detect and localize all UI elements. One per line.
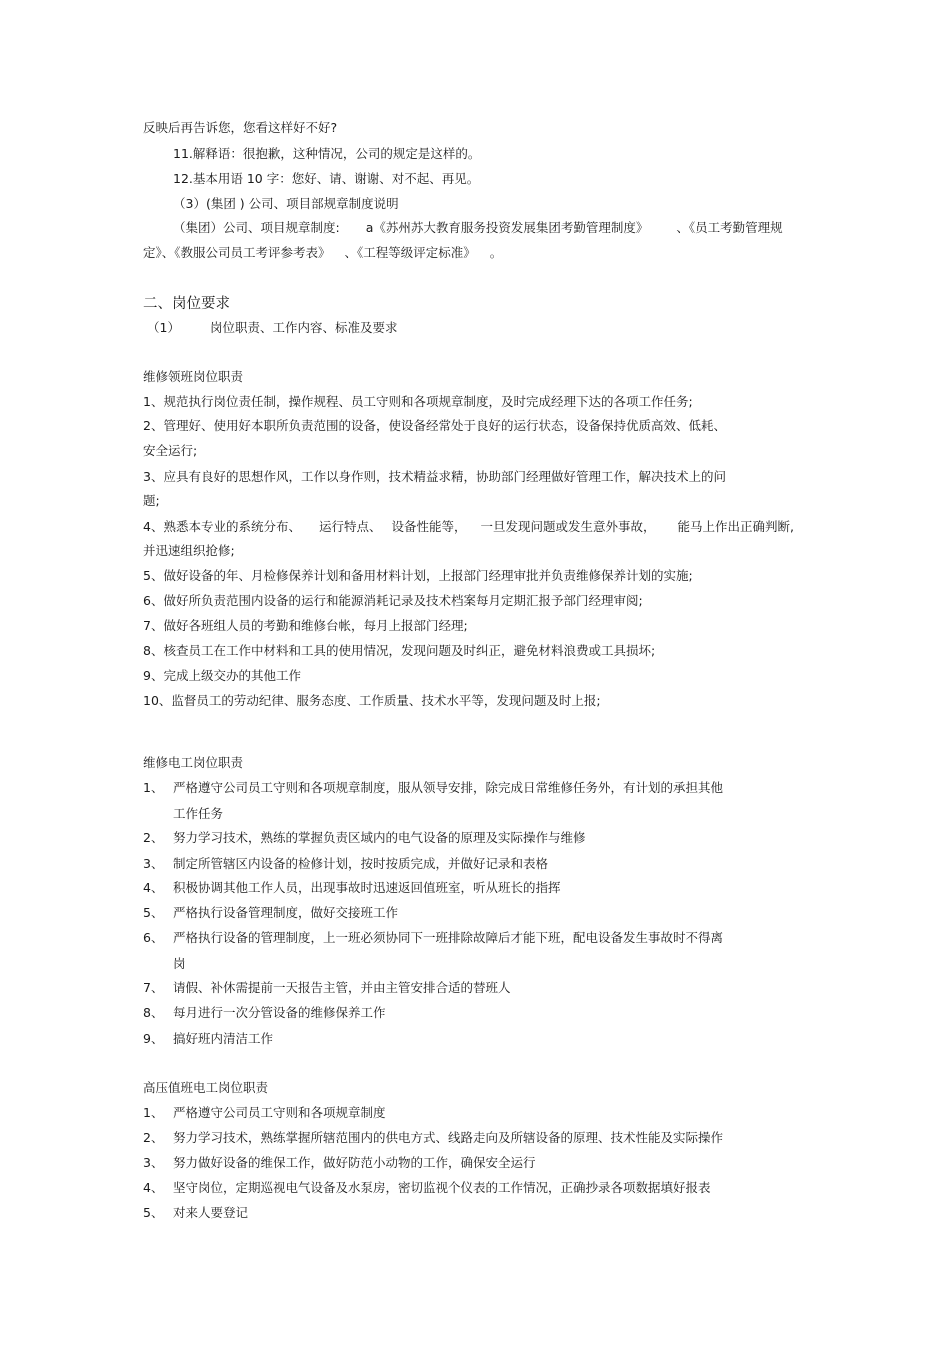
list-item xyxy=(143,905,398,921)
text-span: 、《员工考勤管理规 xyxy=(676,220,783,235)
item-text: 积极协调其他工作人员，出现事故时迅速返回值班室，听从班长的指挥 xyxy=(173,880,561,895)
list-item xyxy=(143,880,561,896)
item-number: 1、 xyxy=(143,780,164,795)
list-item xyxy=(143,780,723,796)
list-item-cont: 安全运行; xyxy=(143,443,198,458)
text-span: 运行特点、 xyxy=(318,519,382,534)
section-heading: 二、岗位要求 xyxy=(143,296,230,312)
list-item: 6、做好所负责范围内设备的运行和能源消耗记录及技术档案每月定期汇报予部门经理审阅; xyxy=(143,593,643,608)
item-text: 搞好班内清洁工作 xyxy=(173,1031,274,1046)
text-span: a《苏州苏大教育服务投资发展集团考勤管理制度》 xyxy=(365,220,649,235)
list-item xyxy=(143,980,511,996)
intro-line: 11.解释语：很抱歉，这种情况，公司的规定是这样的。 xyxy=(173,146,481,161)
list-item: 10、监督员工的劳动纪律、服务态度、工作质量、技术水平等，发现问题及时上报; xyxy=(143,693,601,708)
list-item-cont: 岗 xyxy=(173,956,186,971)
block-title: 高压值班电工岗位职责 xyxy=(143,1080,269,1095)
item-number: 7、 xyxy=(143,980,164,995)
list-item xyxy=(143,930,723,946)
item-number: 2、 xyxy=(143,1130,164,1145)
text-span: 定》、《教服公司员工考评参考表》 xyxy=(143,245,331,260)
list-item xyxy=(143,1205,248,1221)
list-item: 7、做好各班组人员的考勤和维修台帐，每月上报部门经理; xyxy=(143,618,468,633)
text-span: 岗位职责、工作内容、标准及要求 xyxy=(209,320,398,335)
text-span: 。 xyxy=(489,245,503,260)
list-item: 9、完成上级交办的其他工作 xyxy=(143,668,301,683)
text-span: 能马上作出正确判断, xyxy=(677,519,794,534)
item-number: 3、 xyxy=(143,1155,164,1170)
list-item-cont: 工作任务 xyxy=(173,806,224,821)
text-span: 、《工程等级评定标准》 xyxy=(344,245,476,260)
list-item: 1、规范执行岗位责任制，操作规程、员工守则和各项规章制度，及时完成经理下达的各项工作任务; xyxy=(143,394,693,409)
intro-line xyxy=(173,220,783,236)
list-item: 2、管理好、使用好本职所负责范围的设备，使设备经常处于良好的运行状态，设备保持优质高效、低耗、 xyxy=(143,418,726,433)
intro-line xyxy=(143,245,502,261)
list-item xyxy=(143,1031,273,1047)
list-item xyxy=(143,519,794,535)
subsection-heading xyxy=(143,320,397,336)
block-title: 维修电工岗位职责 xyxy=(143,755,244,770)
item-number: 3、 xyxy=(143,856,164,871)
item-text: 严格执行设备管理制度，做好交接班工作 xyxy=(173,905,399,920)
item-number: 1、 xyxy=(143,1105,164,1120)
list-item-cont: 题; xyxy=(143,493,160,508)
list-item xyxy=(143,1180,711,1196)
list-item: 5、做好设备的年、月检修保养计划和备用材料计划，上报部门经理审批并负责维修保养计划的实施; xyxy=(143,568,693,583)
item-number: 2、 xyxy=(143,830,164,845)
item-text: 对来人要登记 xyxy=(173,1205,249,1220)
list-item xyxy=(143,830,586,846)
text-span: （集团）公司、项目规章制度: xyxy=(173,220,340,235)
item-text: 严格遵守公司员工守则和各项规章制度，服从领导安排，除完成日常维修任务外，有计划的承担其他 xyxy=(173,780,724,795)
list-item xyxy=(143,1130,723,1146)
item-text: 请假、补休需提前一天报告主管，并由主管安排合适的替班人 xyxy=(173,980,511,995)
item-number: 4、 xyxy=(143,1180,164,1195)
item-text: 严格遵守公司员工守则和各项规章制度 xyxy=(173,1105,386,1120)
list-item xyxy=(143,856,548,872)
intro-line: 反映后再告诉您，您看这样好不好? xyxy=(143,120,338,135)
text-span: 4、熟悉本专业的系统分布、 xyxy=(143,519,301,534)
text-span: （1） xyxy=(147,320,180,335)
text-span: 一旦发现问题或发生意外事故， xyxy=(480,519,656,534)
list-item xyxy=(143,1105,386,1121)
item-text: 严格执行设备的管理制度，上一班必须协同下一班排除故障后才能下班，配电设备发生事故时不得离 xyxy=(173,930,724,945)
list-item xyxy=(143,1005,386,1021)
item-text: 制定所管辖区内设备的检修计划，按时按质完成，并做好记录和表格 xyxy=(173,856,549,871)
list-item xyxy=(143,1155,536,1171)
intro-line: （3）(集团 ) 公司、项目部规章制度说明 xyxy=(173,196,399,211)
item-number: 9、 xyxy=(143,1031,164,1046)
block-title: 维修领班岗位职责 xyxy=(143,369,244,384)
item-number: 8、 xyxy=(143,1005,164,1020)
list-item: 8、核查员工在工作中材料和工具的使用情况，发现问题及时纠正，避免材料浪费或工具损坏; xyxy=(143,643,656,658)
item-text: 坚守岗位，定期巡视电气设备及水泵房，密切监视个仪表的工作情况，正确抄录各项数据填好报表 xyxy=(173,1180,711,1195)
item-number: 5、 xyxy=(143,1205,164,1220)
list-item-cont: 并迅速组织抢修; xyxy=(143,543,235,558)
item-text: 每月进行一次分管设备的维修保养工作 xyxy=(173,1005,386,1020)
list-item: 3、应具有良好的思想作风，工作以身作则，技术精益求精，协助部门经理做好管理工作，解决技术上的问 xyxy=(143,469,726,484)
item-text: 努力学习技术，熟练掌握所辖范围内的供电方式、线路走向及所辖设备的原理、技术性能及实际操作 xyxy=(173,1130,724,1145)
item-number: 6、 xyxy=(143,930,164,945)
item-number: 5、 xyxy=(143,905,164,920)
item-text: 努力学习技术，熟练的掌握负责区域内的电气设备的原理及实际操作与维修 xyxy=(173,830,586,845)
intro-line: 12.基本用语 10 字：您好、请、谢谢、对不起、再见。 xyxy=(173,171,480,186)
text-span: 设备性能等， xyxy=(391,519,467,534)
item-text: 努力做好设备的维保工作，做好防范小动物的工作，确保安全运行 xyxy=(173,1155,536,1170)
item-number: 4、 xyxy=(143,880,164,895)
